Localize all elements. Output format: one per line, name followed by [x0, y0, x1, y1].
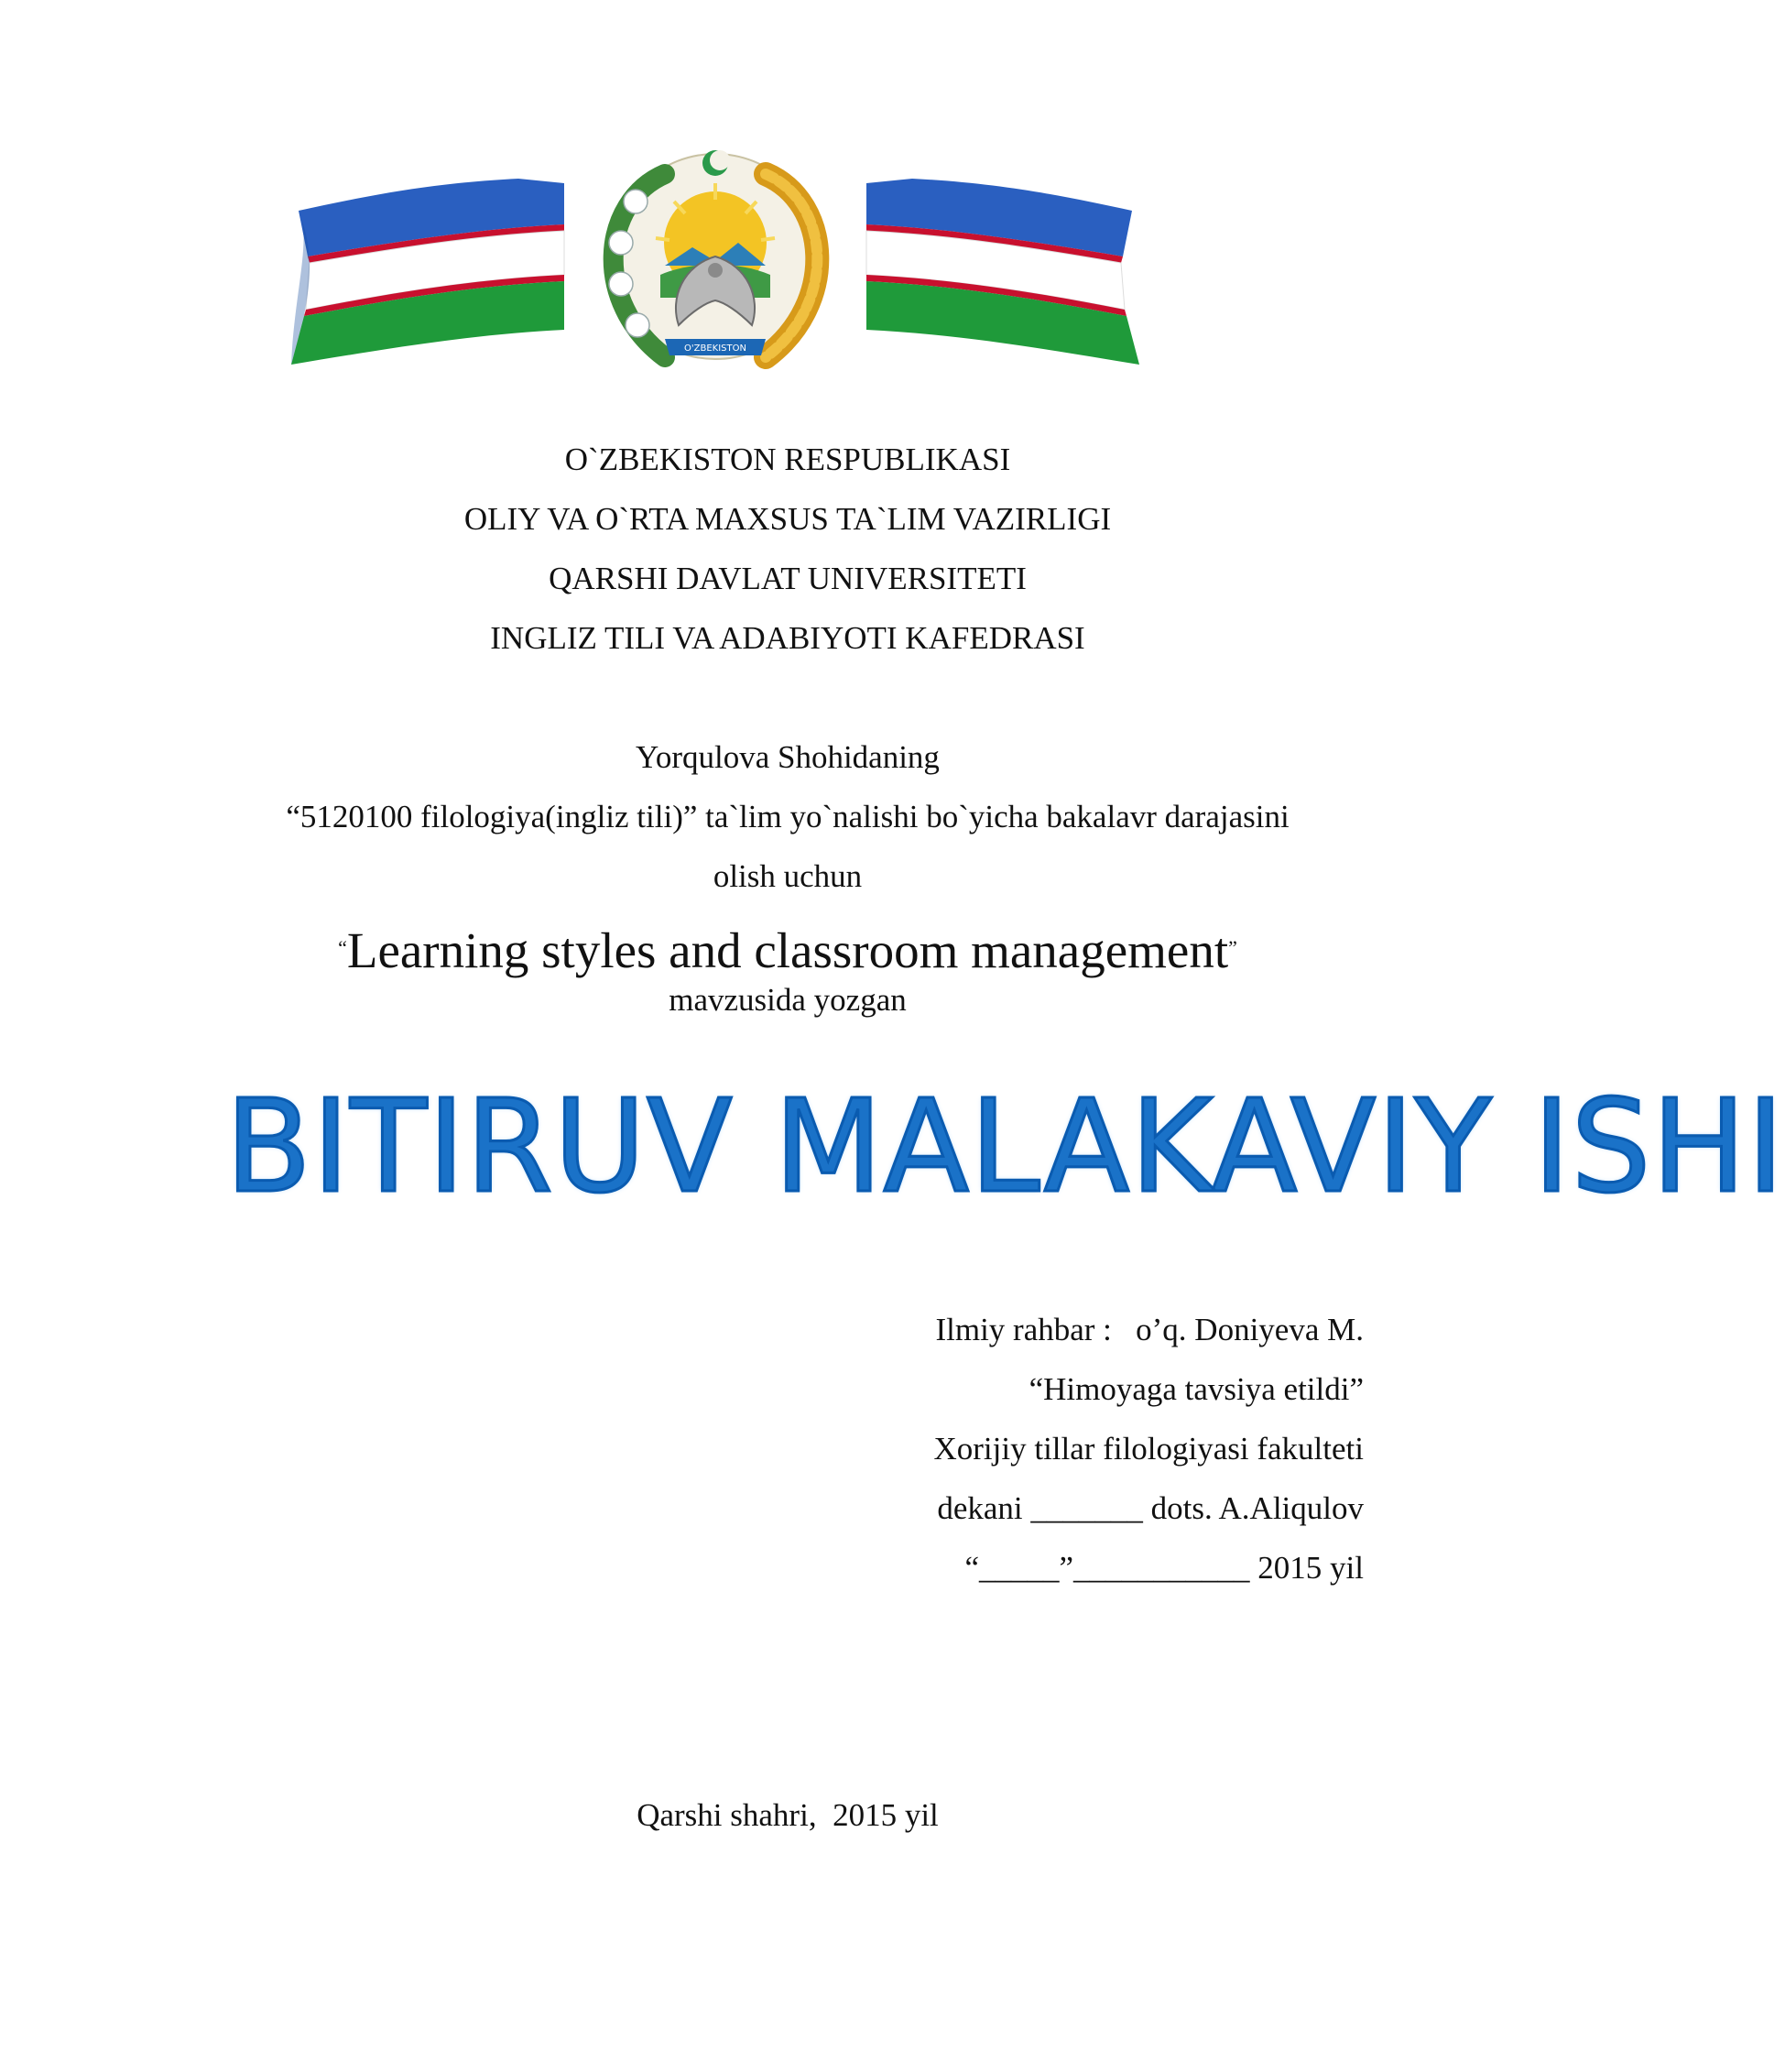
right-flag-ribbon: [866, 179, 1139, 365]
dean-line: dekani _______ dots. A.Aliqulov: [937, 1490, 1364, 1526]
header-line-university: QARSHI DAVLAT UNIVERSITETI: [549, 561, 1027, 596]
header-line-department: INGLIZ TILI VA ADABIYOTI KAFEDRASI: [490, 620, 1085, 656]
author-name: Yorqulova Shohidaning: [636, 739, 940, 775]
header-line-republic: O`ZBEKISTON RESPUBLIKASI: [564, 442, 1011, 477]
flag-emblem-icon: [289, 147, 1141, 366]
thesis-type-heading: BITIRUV MALAKAVIY ISHI: [225, 1073, 1785, 1222]
topic-title: Learning styles and classroom management: [346, 922, 1229, 978]
faculty-line: Xorijiy tillar filologiyasi fakulteti: [933, 1431, 1364, 1467]
place-and-year: Qarshi shahri, 2015 yil: [637, 1797, 939, 1833]
header-line-ministry: OLIY VA O`RTA MAXSUS TA`LIM VAZIRLIGI: [463, 501, 1112, 537]
degree-purpose: olish uchun: [713, 858, 863, 894]
thesis-topic: [0, 920, 1575, 979]
supervisor-line: Ilmiy rahbar : o’q. Doniyeva M.: [935, 1312, 1364, 1347]
state-emblem-logo: [289, 147, 1141, 366]
topic-subtitle: mavzusida yozgan: [669, 982, 907, 1018]
recommendation-line: “Himoyaga tavsiya etildi”: [1029, 1371, 1364, 1407]
topic-close-quote: ”: [1228, 936, 1237, 959]
emblem-seal: [609, 150, 818, 359]
emblem-banner-text: O'ZBEKISTON: [684, 344, 746, 354]
study-program: “5120100 filologiya(ingliz tili)” ta`lim yo`nalishi bo`yicha bakalavr darajasini: [286, 799, 1290, 834]
approval-date-line: “_____”___________ 2015 yil: [964, 1550, 1364, 1586]
topic-open-quote: “: [338, 936, 347, 959]
left-flag-ribbon: [291, 179, 564, 365]
